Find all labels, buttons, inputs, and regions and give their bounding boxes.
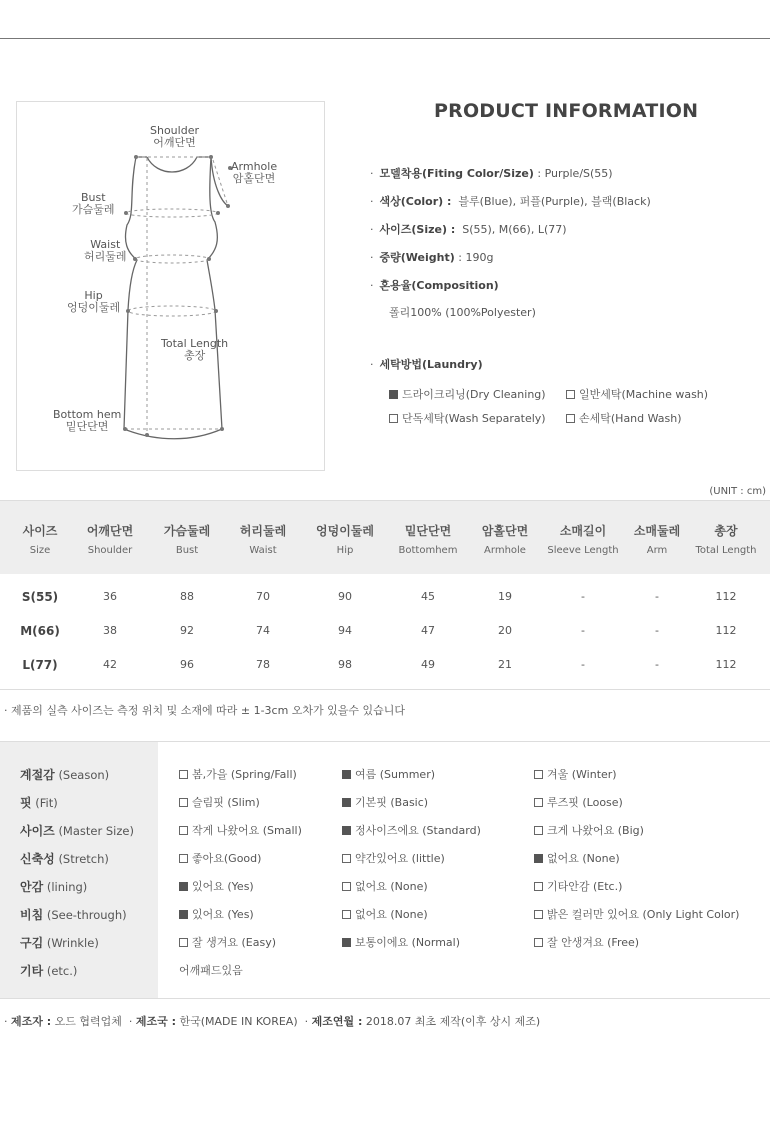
size-table-header-en: Sleeve Length [547, 545, 619, 556]
empty-box-icon [179, 938, 188, 947]
size-table-cell: - [581, 624, 585, 637]
size-table-row-label: M(66) [20, 624, 60, 638]
table-bottom-divider [0, 689, 770, 690]
attribute-option: 겨울 (Winter) [534, 766, 617, 782]
size-table-cell: 21 [498, 658, 512, 671]
size-table-cell: 70 [256, 590, 270, 603]
size-table-cell: 74 [256, 624, 270, 637]
size-table-header-en: Waist [249, 545, 277, 556]
attribute-etc-text: 어깨패드있음 [179, 964, 243, 977]
attribute-label: 구김 (Wrinkle) [20, 936, 99, 950]
checked-box-icon [534, 854, 543, 863]
size-table-cell: 20 [498, 624, 512, 637]
measurement-diagram [16, 101, 325, 471]
size-table-header-kr: 사이즈 [22, 524, 58, 538]
checked-box-icon [342, 770, 351, 779]
empty-box-icon [179, 798, 188, 807]
empty-box-icon [534, 882, 543, 891]
size-table-header-en: Total Length [695, 545, 757, 556]
laundry-hand-wash: 손세탁(Hand Wash) [566, 410, 682, 426]
diagram-total-length-label: Total Length 총장 [161, 337, 229, 362]
size-table-header-en: Armhole [484, 545, 526, 556]
size-table-header-kr: 암홀단면 [481, 524, 529, 538]
size-table-cell: 45 [421, 590, 435, 603]
attribute-label: 비침 (See-through) [20, 908, 127, 922]
attribute-option: 있어요 (Yes) [179, 906, 254, 922]
attribute-label: 핏 (Fit) [20, 796, 58, 810]
empty-box-icon [342, 910, 351, 919]
empty-box-icon [179, 854, 188, 863]
size-table-cell: - [655, 624, 659, 637]
empty-box-icon [342, 854, 351, 863]
top-divider [0, 38, 770, 39]
empty-box-icon [534, 938, 543, 947]
size-table-cell: 19 [498, 590, 512, 603]
laundry-dry-cleaning: 드라이크리닝(Dry Cleaning) [389, 386, 546, 402]
attribute-option: 있어요 (Yes) [179, 878, 254, 894]
size-table-cell: 98 [338, 658, 352, 671]
laundry-machine-wash: 일반세탁(Machine wash) [566, 386, 708, 402]
attribute-option: 없어요 (None) [342, 906, 428, 922]
composition-row: · 혼용율(Composition) [370, 279, 499, 292]
size-table-row-label: S(55) [21, 590, 59, 604]
size-table-cell: 78 [256, 658, 270, 671]
attribute-option: 잘 생겨요 (Easy) [179, 934, 276, 950]
attribute-option: 정사이즈에요 (Standard) [342, 822, 481, 838]
weight-row: · 중량(Weight) : 190g [370, 251, 494, 264]
attribute-option: 없어요 (None) [342, 878, 428, 894]
diagram-bottom-hem-label: Bottom hem 밑단단면 [53, 408, 122, 433]
size-table-cell: - [655, 658, 659, 671]
empty-box-icon [389, 414, 398, 423]
laundry-row: · 세탁방법(Laundry) [370, 358, 483, 371]
size-table-cell: 94 [338, 624, 352, 637]
attribute-label: 안감 (lining) [20, 880, 88, 894]
size-table-cell: 90 [338, 590, 352, 603]
diagram-waist-label: Waist 허리둘레 [84, 238, 127, 263]
attribute-option: 없어요 (None) [534, 850, 620, 866]
diagram-shoulder-label: Shoulder 어깨단면 [150, 124, 199, 149]
size-table-header-en: Arm [646, 545, 668, 556]
diagram-hip-label: Hip 엉덩이둘레 [67, 289, 121, 314]
size-table-cell: 42 [103, 658, 117, 671]
size-table-cell: 88 [180, 590, 194, 603]
size-table-cell: 36 [103, 590, 117, 603]
checked-box-icon [342, 938, 351, 947]
color-row: · 색상(Color) : 블루(Blue), 퍼플(Purple), 블랙(Black) [370, 195, 651, 208]
size-table-header-kr: 허리둘레 [239, 524, 287, 538]
diagram-bust-label: Bust 가슴둘레 [72, 191, 115, 216]
size-table-cell: 112 [715, 624, 737, 637]
diagram-armhole-label: Armhole 암홀단면 [231, 160, 278, 185]
attribute-option: 좋아요(Good) [179, 850, 261, 866]
attribute-option: 크게 나왔어요 (Big) [534, 822, 644, 838]
empty-box-icon [534, 798, 543, 807]
attribute-label: 계절감 (Season) [20, 768, 110, 782]
model-fit-row: · 모델착용(Fiting Color/Size) : Purple/S(55) [370, 167, 613, 180]
size-table-header-en: Bottomhem [398, 545, 458, 556]
checked-box-icon [179, 910, 188, 919]
manufacturer-footer: · 제조자 : 오드 협력업체 · 제조국 : 한국(MADE IN KOREA) · 제조연월 : 2018.07 최초 제작(이후 상시 제조) [4, 1015, 541, 1028]
attribute-option: 여름 (Summer) [342, 766, 435, 782]
size-table-cell: 112 [715, 658, 737, 671]
attribute-option: 기타안감 (Etc.) [534, 878, 622, 894]
attribute-label: 기타 (etc.) [20, 964, 78, 978]
size-table-cell: 96 [180, 658, 194, 671]
checked-box-icon [389, 390, 398, 399]
attribute-option: 기본핏 (Basic) [342, 794, 428, 810]
size-tolerance-note: · 제품의 실측 사이즈는 측정 위치 및 소재에 따라 ± 1-3cm 오차가 있을수 있습니다 [4, 704, 406, 717]
checked-box-icon [342, 826, 351, 835]
size-table-cell: - [581, 590, 585, 603]
size-table-header-kr: 밑단단면 [404, 524, 452, 538]
size-table-header-kr: 어깨단면 [86, 524, 134, 538]
size-table-cell: - [655, 590, 659, 603]
product-information-title: PRODUCT INFORMATION [434, 100, 699, 122]
size-table-header-en: Size [29, 545, 51, 556]
size-table-header-en: Hip [336, 545, 354, 556]
size-table-header-kr: 엉덩이둘레 [316, 524, 374, 538]
size-table-cell: 112 [715, 590, 737, 603]
size-table-header-en: Bust [175, 545, 199, 556]
laundry-wash-separately: 단독세탁(Wash Separately) [389, 410, 546, 426]
size-table-body [0, 574, 770, 690]
size-table-cell: 92 [180, 624, 194, 637]
checked-box-icon [179, 882, 188, 891]
empty-box-icon [534, 910, 543, 919]
empty-box-icon [566, 414, 575, 423]
composition-value: 폴리100% (100%Polyester) [389, 306, 536, 319]
attribute-option: 봄,가을 (Spring/Fall) [179, 766, 297, 782]
attributes-bottom-divider [0, 998, 770, 999]
size-table-cell: - [581, 658, 585, 671]
size-table-cell: 49 [421, 658, 435, 671]
attribute-option: 작게 나왔어요 (Small) [179, 822, 302, 838]
empty-box-icon [566, 390, 575, 399]
empty-box-icon [179, 770, 188, 779]
attribute-option: 슬림핏 (Slim) [179, 794, 260, 810]
checked-box-icon [342, 798, 351, 807]
size-table-header [0, 500, 770, 574]
empty-box-icon [342, 882, 351, 891]
size-table-row-label: L(77) [22, 658, 58, 672]
size-table [0, 500, 770, 690]
attribute-option: 루즈핏 (Loose) [534, 794, 623, 810]
empty-box-icon [534, 770, 543, 779]
attribute-label: 사이즈 (Master Size) [20, 824, 134, 838]
unit-label: (UNIT : cm) [709, 486, 766, 497]
size-table-header-kr: 소매길이 [559, 524, 607, 538]
attribute-label: 신축성 (Stretch) [20, 852, 109, 866]
attribute-option: 잘 안생겨요 (Free) [534, 934, 639, 950]
size-row: · 사이즈(Size) : S(55), M(66), L(77) [370, 223, 567, 236]
size-table-header-kr: 소매둘레 [633, 524, 681, 538]
attribute-option: 보통이에요 (Normal) [342, 934, 460, 950]
attribute-option: 약간있어요 (little) [342, 850, 445, 866]
size-table-header-kr: 총장 [714, 524, 738, 538]
size-table-cell: 47 [421, 624, 435, 637]
size-table-cell: 38 [103, 624, 117, 637]
empty-box-icon [534, 826, 543, 835]
empty-box-icon [179, 826, 188, 835]
size-table-header-kr: 가슴둘레 [163, 524, 211, 538]
attribute-option: 밝은 컬러만 있어요 (Only Light Color) [534, 906, 739, 922]
size-table-header-en: Shoulder [87, 545, 133, 556]
